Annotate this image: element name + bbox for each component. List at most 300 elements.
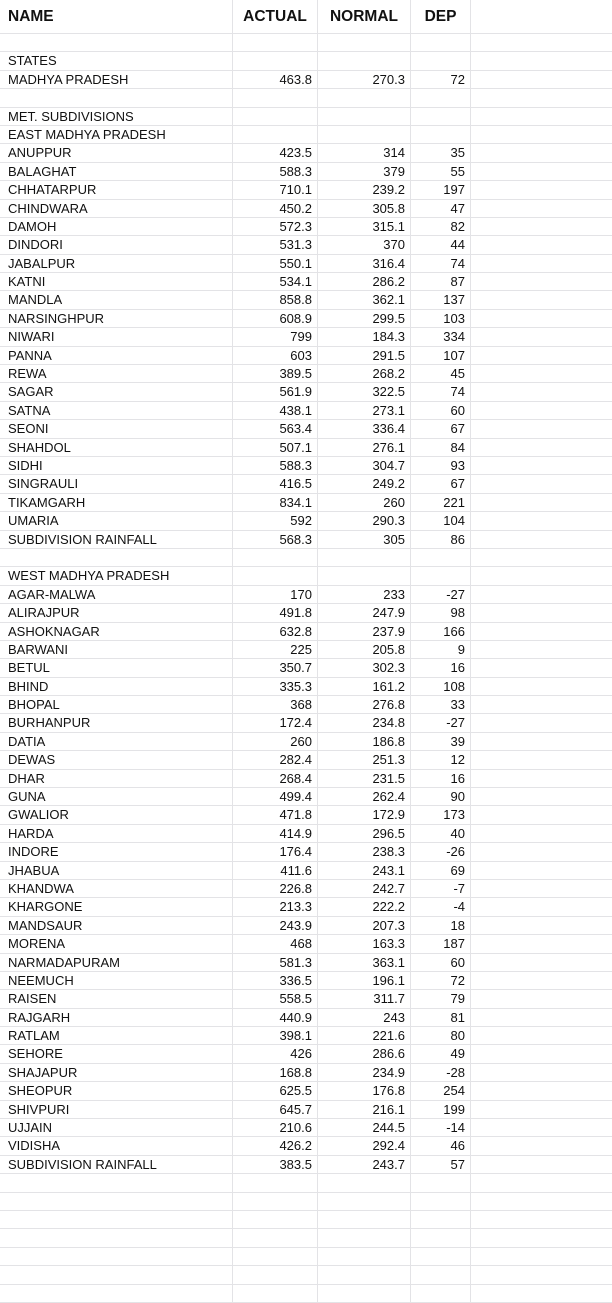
actual-cell[interactable]: 507.1 xyxy=(233,439,318,456)
actual-cell[interactable]: 572.3 xyxy=(233,218,318,235)
dep-cell[interactable]: 44 xyxy=(411,236,471,253)
name-cell[interactable]: ALIRAJPUR xyxy=(0,604,233,621)
dep-cell[interactable]: 93 xyxy=(411,457,471,474)
actual-cell[interactable]: 243.9 xyxy=(233,917,318,934)
name-cell[interactable]: NIWARI xyxy=(0,328,233,345)
name-cell[interactable]: MET. SUBDIVISIONS xyxy=(0,108,233,125)
actual-cell[interactable]: 414.9 xyxy=(233,825,318,842)
actual-cell[interactable] xyxy=(233,1266,318,1283)
actual-cell[interactable]: 561.9 xyxy=(233,383,318,400)
name-cell[interactable]: PANNA xyxy=(0,347,233,364)
empty-cell[interactable] xyxy=(471,218,612,235)
empty-cell[interactable] xyxy=(471,1119,612,1136)
normal-cell[interactable]: 238.3 xyxy=(318,843,411,860)
actual-cell[interactable]: 440.9 xyxy=(233,1009,318,1026)
empty-cell[interactable] xyxy=(471,1045,612,1062)
empty-cell[interactable] xyxy=(471,328,612,345)
actual-cell[interactable]: 172.4 xyxy=(233,714,318,731)
empty-cell[interactable] xyxy=(471,365,612,382)
dep-cell[interactable] xyxy=(411,1174,471,1191)
dep-cell[interactable]: 107 xyxy=(411,347,471,364)
actual-cell[interactable]: 858.8 xyxy=(233,291,318,308)
actual-cell[interactable] xyxy=(233,549,318,566)
empty-cell[interactable] xyxy=(471,34,612,51)
empty-cell[interactable] xyxy=(471,1064,612,1081)
empty-cell[interactable] xyxy=(471,825,612,842)
dep-cell[interactable]: 104 xyxy=(411,512,471,529)
normal-cell[interactable]: 161.2 xyxy=(318,678,411,695)
normal-cell[interactable] xyxy=(318,549,411,566)
dep-cell[interactable]: -4 xyxy=(411,898,471,915)
dep-cell[interactable] xyxy=(411,1285,471,1302)
normal-cell[interactable]: 316.4 xyxy=(318,255,411,272)
normal-cell[interactable]: 276.8 xyxy=(318,696,411,713)
normal-cell[interactable]: 239.2 xyxy=(318,181,411,198)
normal-cell[interactable]: 336.4 xyxy=(318,420,411,437)
name-cell[interactable]: GWALIOR xyxy=(0,806,233,823)
dep-cell[interactable]: 67 xyxy=(411,475,471,492)
empty-cell[interactable] xyxy=(471,714,612,731)
empty-cell[interactable] xyxy=(471,1211,612,1228)
normal-cell[interactable]: 379 xyxy=(318,163,411,180)
empty-cell[interactable] xyxy=(471,475,612,492)
name-cell[interactable]: SHEOPUR xyxy=(0,1082,233,1099)
name-cell[interactable]: RAISEN xyxy=(0,990,233,1007)
dep-cell[interactable]: -27 xyxy=(411,714,471,731)
empty-cell[interactable] xyxy=(471,641,612,658)
dep-cell[interactable]: 12 xyxy=(411,751,471,768)
dep-cell[interactable]: 40 xyxy=(411,825,471,842)
normal-cell[interactable]: 273.1 xyxy=(318,402,411,419)
normal-cell[interactable]: 176.8 xyxy=(318,1082,411,1099)
dep-cell[interactable] xyxy=(411,549,471,566)
name-cell[interactable]: BHOPAL xyxy=(0,696,233,713)
empty-cell[interactable] xyxy=(471,898,612,915)
name-cell[interactable]: SHIVPURI xyxy=(0,1101,233,1118)
empty-cell[interactable] xyxy=(471,108,612,125)
name-cell[interactable]: ANUPPUR xyxy=(0,144,233,161)
normal-cell[interactable]: 186.8 xyxy=(318,733,411,750)
name-cell[interactable] xyxy=(0,1285,233,1302)
header-normal-cell[interactable]: NORMAL xyxy=(318,0,411,33)
normal-cell[interactable]: 322.5 xyxy=(318,383,411,400)
actual-cell[interactable]: 226.8 xyxy=(233,880,318,897)
dep-cell[interactable] xyxy=(411,1229,471,1246)
name-cell[interactable]: MADHYA PRADESH xyxy=(0,71,233,88)
actual-cell[interactable]: 625.5 xyxy=(233,1082,318,1099)
name-cell[interactable]: AGAR-MALWA xyxy=(0,586,233,603)
name-cell[interactable]: SUBDIVISION RAINFALL xyxy=(0,531,233,548)
normal-cell[interactable]: 370 xyxy=(318,236,411,253)
dep-cell[interactable]: 55 xyxy=(411,163,471,180)
actual-cell[interactable]: 799 xyxy=(233,328,318,345)
empty-cell[interactable] xyxy=(471,990,612,1007)
empty-cell[interactable] xyxy=(471,623,612,640)
empty-cell[interactable] xyxy=(471,806,612,823)
normal-cell[interactable]: 290.3 xyxy=(318,512,411,529)
normal-cell[interactable]: 291.5 xyxy=(318,347,411,364)
dep-cell[interactable]: 108 xyxy=(411,678,471,695)
actual-cell[interactable] xyxy=(233,1248,318,1265)
actual-cell[interactable]: 645.7 xyxy=(233,1101,318,1118)
actual-cell[interactable]: 336.5 xyxy=(233,972,318,989)
normal-cell[interactable]: 233 xyxy=(318,586,411,603)
actual-cell[interactable]: 468 xyxy=(233,935,318,952)
normal-cell[interactable]: 207.3 xyxy=(318,917,411,934)
name-cell[interactable]: SUBDIVISION RAINFALL xyxy=(0,1156,233,1173)
name-cell[interactable]: CHINDWARA xyxy=(0,200,233,217)
empty-cell[interactable] xyxy=(471,144,612,161)
name-cell[interactable]: VIDISHA xyxy=(0,1137,233,1154)
name-cell[interactable]: CHHATARPUR xyxy=(0,181,233,198)
actual-cell[interactable]: 210.6 xyxy=(233,1119,318,1136)
empty-cell[interactable] xyxy=(471,733,612,750)
dep-cell[interactable]: 221 xyxy=(411,494,471,511)
name-cell[interactable]: RATLAM xyxy=(0,1027,233,1044)
normal-cell[interactable]: 315.1 xyxy=(318,218,411,235)
empty-cell[interactable] xyxy=(471,200,612,217)
name-cell[interactable]: SEONI xyxy=(0,420,233,437)
empty-cell[interactable] xyxy=(471,71,612,88)
dep-cell[interactable]: 39 xyxy=(411,733,471,750)
empty-cell[interactable] xyxy=(471,1229,612,1246)
name-cell[interactable]: MANDSAUR xyxy=(0,917,233,934)
dep-cell[interactable] xyxy=(411,108,471,125)
dep-cell[interactable]: 187 xyxy=(411,935,471,952)
normal-cell[interactable] xyxy=(318,1229,411,1246)
normal-cell[interactable]: 205.8 xyxy=(318,641,411,658)
actual-cell[interactable]: 568.3 xyxy=(233,531,318,548)
dep-cell[interactable] xyxy=(411,1193,471,1210)
name-cell[interactable] xyxy=(0,1229,233,1246)
normal-cell[interactable] xyxy=(318,126,411,143)
normal-cell[interactable]: 270.3 xyxy=(318,71,411,88)
dep-cell[interactable]: 46 xyxy=(411,1137,471,1154)
normal-cell[interactable]: 234.9 xyxy=(318,1064,411,1081)
normal-cell[interactable]: 184.3 xyxy=(318,328,411,345)
actual-cell[interactable] xyxy=(233,108,318,125)
normal-cell[interactable]: 286.2 xyxy=(318,273,411,290)
dep-cell[interactable]: 334 xyxy=(411,328,471,345)
name-cell[interactable]: SHAJAPUR xyxy=(0,1064,233,1081)
normal-cell[interactable] xyxy=(318,108,411,125)
actual-cell[interactable] xyxy=(233,126,318,143)
dep-cell[interactable] xyxy=(411,126,471,143)
empty-cell[interactable] xyxy=(471,586,612,603)
normal-cell[interactable]: 222.2 xyxy=(318,898,411,915)
empty-cell[interactable] xyxy=(471,843,612,860)
empty-cell[interactable] xyxy=(471,917,612,934)
name-cell[interactable]: NARMADAPURAM xyxy=(0,954,233,971)
dep-cell[interactable]: 18 xyxy=(411,917,471,934)
actual-cell[interactable]: 450.2 xyxy=(233,200,318,217)
empty-cell[interactable] xyxy=(471,678,612,695)
dep-cell[interactable]: 47 xyxy=(411,200,471,217)
empty-cell[interactable] xyxy=(471,163,612,180)
normal-cell[interactable]: 243.1 xyxy=(318,862,411,879)
normal-cell[interactable]: 163.3 xyxy=(318,935,411,952)
empty-cell[interactable] xyxy=(471,310,612,327)
empty-cell[interactable] xyxy=(471,1285,612,1302)
normal-cell[interactable]: 363.1 xyxy=(318,954,411,971)
normal-cell[interactable] xyxy=(318,1266,411,1283)
actual-cell[interactable]: 588.3 xyxy=(233,457,318,474)
empty-cell[interactable] xyxy=(471,567,612,584)
empty-cell[interactable] xyxy=(471,1082,612,1099)
name-cell[interactable] xyxy=(0,549,233,566)
empty-cell[interactable] xyxy=(471,52,612,69)
name-cell[interactable]: NARSINGHPUR xyxy=(0,310,233,327)
actual-cell[interactable]: 558.5 xyxy=(233,990,318,1007)
header-name-cell[interactable]: NAME xyxy=(0,0,233,33)
actual-cell[interactable]: 260 xyxy=(233,733,318,750)
dep-cell[interactable]: -28 xyxy=(411,1064,471,1081)
normal-cell[interactable]: 305 xyxy=(318,531,411,548)
dep-cell[interactable]: 173 xyxy=(411,806,471,823)
name-cell[interactable]: RAJGARH xyxy=(0,1009,233,1026)
name-cell[interactable] xyxy=(0,1211,233,1228)
name-cell[interactable]: TIKAMGARH xyxy=(0,494,233,511)
normal-cell[interactable]: 243 xyxy=(318,1009,411,1026)
normal-cell[interactable]: 314 xyxy=(318,144,411,161)
empty-cell[interactable] xyxy=(471,457,612,474)
dep-cell[interactable]: 45 xyxy=(411,365,471,382)
normal-cell[interactable]: 172.9 xyxy=(318,806,411,823)
actual-cell[interactable] xyxy=(233,34,318,51)
empty-cell[interactable] xyxy=(471,1101,612,1118)
actual-cell[interactable]: 389.5 xyxy=(233,365,318,382)
empty-cell[interactable] xyxy=(471,89,612,106)
name-cell[interactable] xyxy=(0,34,233,51)
dep-cell[interactable]: 16 xyxy=(411,659,471,676)
normal-cell[interactable] xyxy=(318,567,411,584)
empty-cell[interactable] xyxy=(471,273,612,290)
normal-cell[interactable] xyxy=(318,89,411,106)
name-cell[interactable]: MORENA xyxy=(0,935,233,952)
empty-cell[interactable] xyxy=(471,531,612,548)
name-cell[interactable]: UMARIA xyxy=(0,512,233,529)
name-cell[interactable]: JABALPUR xyxy=(0,255,233,272)
name-cell[interactable]: BALAGHAT xyxy=(0,163,233,180)
normal-cell[interactable] xyxy=(318,52,411,69)
name-cell[interactable]: DAMOH xyxy=(0,218,233,235)
empty-cell[interactable] xyxy=(471,604,612,621)
normal-cell[interactable] xyxy=(318,1193,411,1210)
dep-cell[interactable]: 166 xyxy=(411,623,471,640)
dep-cell[interactable]: 79 xyxy=(411,990,471,1007)
actual-cell[interactable] xyxy=(233,1193,318,1210)
empty-cell[interactable] xyxy=(471,402,612,419)
empty-cell[interactable] xyxy=(471,439,612,456)
empty-cell[interactable] xyxy=(471,935,612,952)
actual-cell[interactable] xyxy=(233,52,318,69)
actual-cell[interactable]: 463.8 xyxy=(233,71,318,88)
normal-cell[interactable] xyxy=(318,1174,411,1191)
dep-cell[interactable]: 72 xyxy=(411,972,471,989)
actual-cell[interactable] xyxy=(233,1229,318,1246)
actual-cell[interactable]: 471.8 xyxy=(233,806,318,823)
normal-cell[interactable]: 262.4 xyxy=(318,788,411,805)
empty-cell[interactable] xyxy=(471,420,612,437)
name-cell[interactable] xyxy=(0,1266,233,1283)
name-cell[interactable]: KHARGONE xyxy=(0,898,233,915)
empty-cell[interactable] xyxy=(471,1156,612,1173)
actual-cell[interactable]: 491.8 xyxy=(233,604,318,621)
actual-cell[interactable]: 592 xyxy=(233,512,318,529)
actual-cell[interactable]: 176.4 xyxy=(233,843,318,860)
dep-cell[interactable]: 60 xyxy=(411,954,471,971)
dep-cell[interactable]: 74 xyxy=(411,255,471,272)
empty-cell[interactable] xyxy=(471,181,612,198)
dep-cell[interactable] xyxy=(411,89,471,106)
actual-cell[interactable]: 531.3 xyxy=(233,236,318,253)
empty-cell[interactable] xyxy=(471,383,612,400)
dep-cell[interactable]: 33 xyxy=(411,696,471,713)
actual-cell[interactable]: 416.5 xyxy=(233,475,318,492)
empty-cell[interactable] xyxy=(471,1248,612,1265)
normal-cell[interactable]: 247.9 xyxy=(318,604,411,621)
normal-cell[interactable]: 221.6 xyxy=(318,1027,411,1044)
name-cell[interactable]: KATNI xyxy=(0,273,233,290)
empty-cell[interactable] xyxy=(471,1137,612,1154)
dep-cell[interactable] xyxy=(411,1248,471,1265)
empty-cell[interactable] xyxy=(471,862,612,879)
normal-cell[interactable]: 249.2 xyxy=(318,475,411,492)
actual-cell[interactable]: 426 xyxy=(233,1045,318,1062)
dep-cell[interactable]: 103 xyxy=(411,310,471,327)
empty-cell[interactable] xyxy=(471,1193,612,1210)
empty-cell[interactable] xyxy=(471,126,612,143)
normal-cell[interactable]: 260 xyxy=(318,494,411,511)
dep-cell[interactable]: 87 xyxy=(411,273,471,290)
dep-cell[interactable]: 137 xyxy=(411,291,471,308)
normal-cell[interactable]: 242.7 xyxy=(318,880,411,897)
name-cell[interactable]: SATNA xyxy=(0,402,233,419)
empty-cell[interactable] xyxy=(471,549,612,566)
normal-cell[interactable]: 276.1 xyxy=(318,439,411,456)
normal-cell[interactable]: 216.1 xyxy=(318,1101,411,1118)
name-cell[interactable]: BARWANI xyxy=(0,641,233,658)
empty-cell[interactable] xyxy=(471,788,612,805)
actual-cell[interactable]: 534.1 xyxy=(233,273,318,290)
empty-cell[interactable] xyxy=(471,954,612,971)
empty-cell[interactable] xyxy=(471,494,612,511)
empty-cell[interactable] xyxy=(471,1266,612,1283)
dep-cell[interactable] xyxy=(411,1211,471,1228)
empty-cell[interactable] xyxy=(471,770,612,787)
name-cell[interactable]: UJJAIN xyxy=(0,1119,233,1136)
dep-cell[interactable]: 67 xyxy=(411,420,471,437)
actual-cell[interactable]: 383.5 xyxy=(233,1156,318,1173)
dep-cell[interactable]: -14 xyxy=(411,1119,471,1136)
name-cell[interactable]: BURHANPUR xyxy=(0,714,233,731)
name-cell[interactable]: HARDA xyxy=(0,825,233,842)
empty-cell[interactable] xyxy=(471,751,612,768)
actual-cell[interactable]: 225 xyxy=(233,641,318,658)
normal-cell[interactable]: 196.1 xyxy=(318,972,411,989)
name-cell[interactable]: DHAR xyxy=(0,770,233,787)
actual-cell[interactable]: 170 xyxy=(233,586,318,603)
dep-cell[interactable]: 49 xyxy=(411,1045,471,1062)
normal-cell[interactable]: 286.6 xyxy=(318,1045,411,1062)
empty-cell[interactable] xyxy=(471,1027,612,1044)
normal-cell[interactable]: 237.9 xyxy=(318,623,411,640)
actual-cell[interactable]: 438.1 xyxy=(233,402,318,419)
normal-cell[interactable] xyxy=(318,1248,411,1265)
normal-cell[interactable]: 234.8 xyxy=(318,714,411,731)
actual-cell[interactable]: 499.4 xyxy=(233,788,318,805)
actual-cell[interactable]: 268.4 xyxy=(233,770,318,787)
normal-cell[interactable]: 243.7 xyxy=(318,1156,411,1173)
name-cell[interactable]: BETUL xyxy=(0,659,233,676)
dep-cell[interactable] xyxy=(411,34,471,51)
normal-cell[interactable]: 292.4 xyxy=(318,1137,411,1154)
dep-cell[interactable]: -27 xyxy=(411,586,471,603)
dep-cell[interactable]: 80 xyxy=(411,1027,471,1044)
name-cell[interactable]: STATES xyxy=(0,52,233,69)
name-cell[interactable]: GUNA xyxy=(0,788,233,805)
actual-cell[interactable]: 632.8 xyxy=(233,623,318,640)
name-cell[interactable]: DEWAS xyxy=(0,751,233,768)
name-cell[interactable]: DATIA xyxy=(0,733,233,750)
empty-cell[interactable] xyxy=(471,255,612,272)
name-cell[interactable]: WEST MADHYA PRADESH xyxy=(0,567,233,584)
normal-cell[interactable] xyxy=(318,1211,411,1228)
name-cell[interactable]: EAST MADHYA PRADESH xyxy=(0,126,233,143)
actual-cell[interactable]: 423.5 xyxy=(233,144,318,161)
actual-cell[interactable]: 834.1 xyxy=(233,494,318,511)
dep-cell[interactable]: 90 xyxy=(411,788,471,805)
name-cell[interactable]: INDORE xyxy=(0,843,233,860)
actual-cell[interactable]: 411.6 xyxy=(233,862,318,879)
empty-cell[interactable] xyxy=(471,347,612,364)
normal-cell[interactable]: 299.5 xyxy=(318,310,411,327)
empty-cell[interactable] xyxy=(471,0,612,33)
normal-cell[interactable] xyxy=(318,1285,411,1302)
normal-cell[interactable]: 311.7 xyxy=(318,990,411,1007)
actual-cell[interactable]: 335.3 xyxy=(233,678,318,695)
actual-cell[interactable]: 426.2 xyxy=(233,1137,318,1154)
actual-cell[interactable] xyxy=(233,89,318,106)
dep-cell[interactable]: 35 xyxy=(411,144,471,161)
empty-cell[interactable] xyxy=(471,659,612,676)
name-cell[interactable] xyxy=(0,1174,233,1191)
dep-cell[interactable]: -7 xyxy=(411,880,471,897)
dep-cell[interactable] xyxy=(411,1266,471,1283)
name-cell[interactable] xyxy=(0,89,233,106)
dep-cell[interactable]: 9 xyxy=(411,641,471,658)
dep-cell[interactable]: 16 xyxy=(411,770,471,787)
empty-cell[interactable] xyxy=(471,1174,612,1191)
actual-cell[interactable]: 608.9 xyxy=(233,310,318,327)
header-actual-cell[interactable]: ACTUAL xyxy=(233,0,318,33)
dep-cell[interactable]: 69 xyxy=(411,862,471,879)
dep-cell[interactable] xyxy=(411,567,471,584)
name-cell[interactable]: NEEMUCH xyxy=(0,972,233,989)
header-dep-cell[interactable]: DEP xyxy=(411,0,471,33)
actual-cell[interactable]: 588.3 xyxy=(233,163,318,180)
dep-cell[interactable]: 197 xyxy=(411,181,471,198)
normal-cell[interactable]: 244.5 xyxy=(318,1119,411,1136)
name-cell[interactable]: JHABUA xyxy=(0,862,233,879)
normal-cell[interactable]: 268.2 xyxy=(318,365,411,382)
name-cell[interactable]: SEHORE xyxy=(0,1045,233,1062)
actual-cell[interactable]: 368 xyxy=(233,696,318,713)
normal-cell[interactable]: 231.5 xyxy=(318,770,411,787)
dep-cell[interactable]: 81 xyxy=(411,1009,471,1026)
name-cell[interactable]: SINGRAULI xyxy=(0,475,233,492)
dep-cell[interactable] xyxy=(411,52,471,69)
